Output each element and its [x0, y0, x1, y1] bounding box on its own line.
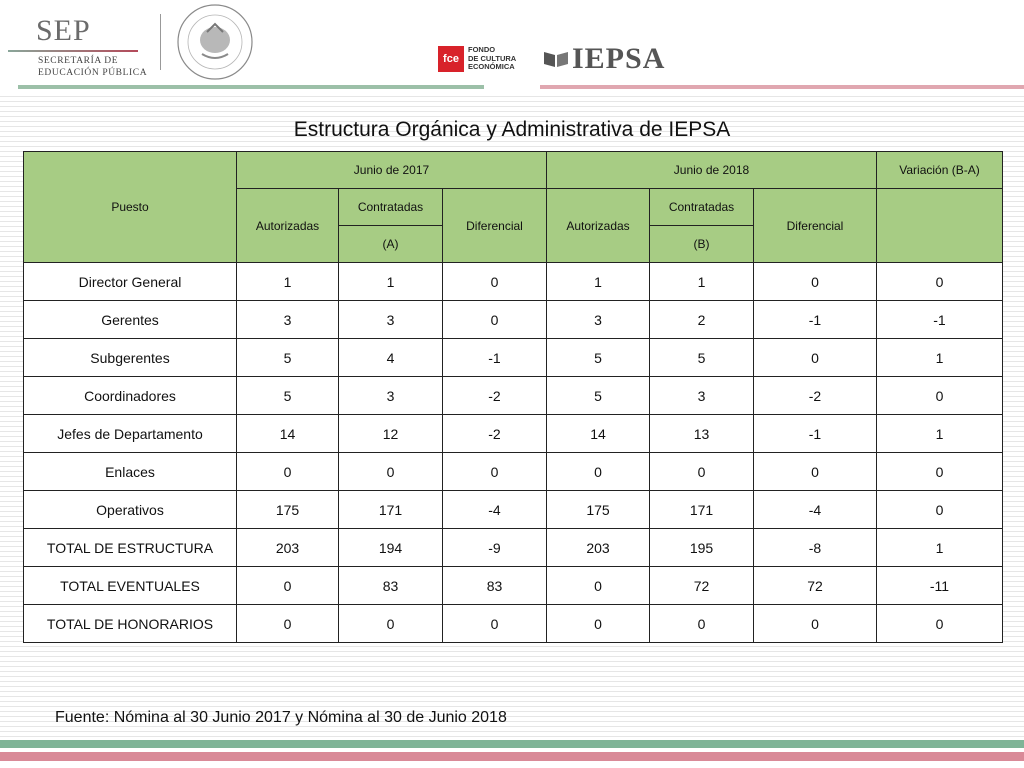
fce-line3: ECONÓMICA [468, 62, 515, 71]
page-title: Estructura Orgánica y Administrativa de IEPSA [293, 118, 731, 141]
table-cell: 0 [754, 605, 877, 643]
table-cell: 0 [237, 605, 339, 643]
table-cell: 195 [650, 529, 754, 567]
table-cell: 5 [547, 377, 650, 415]
table-cell: 2 [650, 301, 754, 339]
table-cell: 203 [237, 529, 339, 567]
table-row [24, 339, 1003, 377]
table-cell: -11 [877, 567, 1003, 605]
table-cell: 0 [443, 453, 547, 491]
table-cell: 5 [237, 377, 339, 415]
table-cell: 0 [443, 301, 547, 339]
header-rule-green [18, 85, 484, 89]
table-cell: -1 [443, 339, 547, 377]
sep-subtitle-line2: EDUCACIÓN PÚBLICA [38, 68, 148, 78]
table-row [24, 491, 1003, 529]
table-cell: 0 [237, 567, 339, 605]
table-row [24, 605, 1003, 643]
table-cell: 12 [339, 415, 443, 453]
table-cell: 3 [339, 301, 443, 339]
header-autorizadas-2017: Autorizadas [237, 189, 339, 263]
table-row [24, 529, 1003, 567]
table-cell: 1 [877, 339, 1003, 377]
table-cell: 171 [650, 491, 754, 529]
header-diferencial-2017: Diferencial [443, 189, 547, 263]
table-row [24, 567, 1003, 605]
table-cell: 0 [547, 605, 650, 643]
row-label-cell: Subgerentes [24, 339, 237, 377]
table-cell: -1 [754, 415, 877, 453]
table-cell: 1 [339, 263, 443, 301]
source-note: Fuente: Nómina al 30 Junio 2017 y Nómina al 30 de Junio 2018 [55, 709, 507, 726]
header-diferencial-2018: Diferencial [754, 189, 877, 263]
header-junio-2018: Junio de 2018 [547, 152, 877, 189]
header-label-a: (A) [339, 226, 443, 263]
header-label-b: (B) [650, 226, 754, 263]
header-variacion: Variación (B-A) [877, 152, 1003, 189]
table-cell: 0 [237, 453, 339, 491]
table-cell: 0 [339, 453, 443, 491]
table-cell: -1 [754, 301, 877, 339]
table-cell: 1 [877, 415, 1003, 453]
table-cell: 171 [339, 491, 443, 529]
table-cell: -4 [443, 491, 547, 529]
table-cell: 1 [237, 263, 339, 301]
table-cell: 13 [650, 415, 754, 453]
table-cell: 1 [650, 263, 754, 301]
table-cell: -2 [443, 415, 547, 453]
table-cell: -2 [443, 377, 547, 415]
row-label-cell: Coordinadores [24, 377, 237, 415]
table-cell: 0 [754, 453, 877, 491]
table-row [24, 301, 1003, 339]
row-label-cell: TOTAL DE HONORARIOS [24, 605, 237, 643]
table-cell: 175 [237, 491, 339, 529]
table-cell: 194 [339, 529, 443, 567]
table-cell: 83 [339, 567, 443, 605]
table-cell: 0 [650, 453, 754, 491]
table-cell: 0 [877, 491, 1003, 529]
footer-band-green [0, 740, 1024, 748]
table-cell: 4 [339, 339, 443, 377]
table-cell: -4 [754, 491, 877, 529]
fce-line1: FONDO [468, 45, 496, 54]
table-cell: 0 [754, 339, 877, 377]
table-cell: 0 [877, 605, 1003, 643]
row-label-cell: Director General [24, 263, 237, 301]
table-cell: 5 [650, 339, 754, 377]
structure-table [23, 151, 1003, 643]
header-contratadas-2018: Contratadas [650, 189, 754, 226]
page-header [0, 0, 1024, 92]
table-cell: -9 [443, 529, 547, 567]
table-cell: 72 [650, 567, 754, 605]
table-cell: 0 [339, 605, 443, 643]
header-variacion-empty [877, 189, 1003, 263]
row-label-cell: Operativos [24, 491, 237, 529]
open-book-icon [542, 48, 570, 68]
table-cell: 14 [547, 415, 650, 453]
sep-wordmark: SEP [36, 14, 91, 47]
fce-text [468, 46, 516, 72]
sep-subtitle-line1: SECRETARÍA DE [38, 56, 119, 66]
header-autorizadas-2018: Autorizadas [547, 189, 650, 263]
table-cell: 5 [237, 339, 339, 377]
fce-mark: fce [438, 46, 464, 72]
table-cell: 203 [547, 529, 650, 567]
row-label-cell: Jefes de Departamento [24, 415, 237, 453]
table-cell: 3 [650, 377, 754, 415]
table-cell: -1 [877, 301, 1003, 339]
table-cell: 0 [443, 263, 547, 301]
mexican-coat-of-arms-seal [175, 2, 255, 82]
row-label-cell: TOTAL DE ESTRUCTURA [24, 529, 237, 567]
table-cell: 1 [877, 529, 1003, 567]
table-cell: 72 [754, 567, 877, 605]
table-cell: 83 [443, 567, 547, 605]
table-cell: 0 [877, 453, 1003, 491]
table-row [24, 263, 1003, 301]
header-contratadas-2017: Contratadas [339, 189, 443, 226]
sep-logo [8, 8, 153, 78]
footer-band-pink [0, 752, 1024, 761]
iepsa-wordmark: IEPSA [572, 42, 666, 75]
header-rule-pink [540, 85, 1024, 89]
sep-divider-line [8, 50, 138, 52]
table-row [24, 377, 1003, 415]
header-junio-2017: Junio de 2017 [237, 152, 547, 189]
row-label-cell: Enlaces [24, 453, 237, 491]
table-cell: 1 [547, 263, 650, 301]
sep-subtitle [38, 55, 147, 79]
table-row [24, 415, 1003, 453]
table-cell: 0 [547, 567, 650, 605]
table-cell: -8 [754, 529, 877, 567]
header-vertical-divider [160, 14, 161, 70]
table-cell: 3 [547, 301, 650, 339]
table-cell: 0 [650, 605, 754, 643]
table-cell: 0 [754, 263, 877, 301]
table-cell: 14 [237, 415, 339, 453]
table-cell: 0 [443, 605, 547, 643]
table-cell: 175 [547, 491, 650, 529]
table-cell: 3 [237, 301, 339, 339]
table-cell: 0 [547, 453, 650, 491]
header-puesto: Puesto [24, 152, 237, 263]
row-label-cell: TOTAL EVENTUALES [24, 567, 237, 605]
table-cell: 0 [877, 377, 1003, 415]
row-label-cell: Gerentes [24, 301, 237, 339]
table-row [24, 453, 1003, 491]
table-body [24, 263, 1003, 643]
table-cell: 5 [547, 339, 650, 377]
table-cell: -2 [754, 377, 877, 415]
table-cell: 3 [339, 377, 443, 415]
fce-line2: DE CULTURA [468, 53, 517, 63]
table-cell: 0 [877, 263, 1003, 301]
